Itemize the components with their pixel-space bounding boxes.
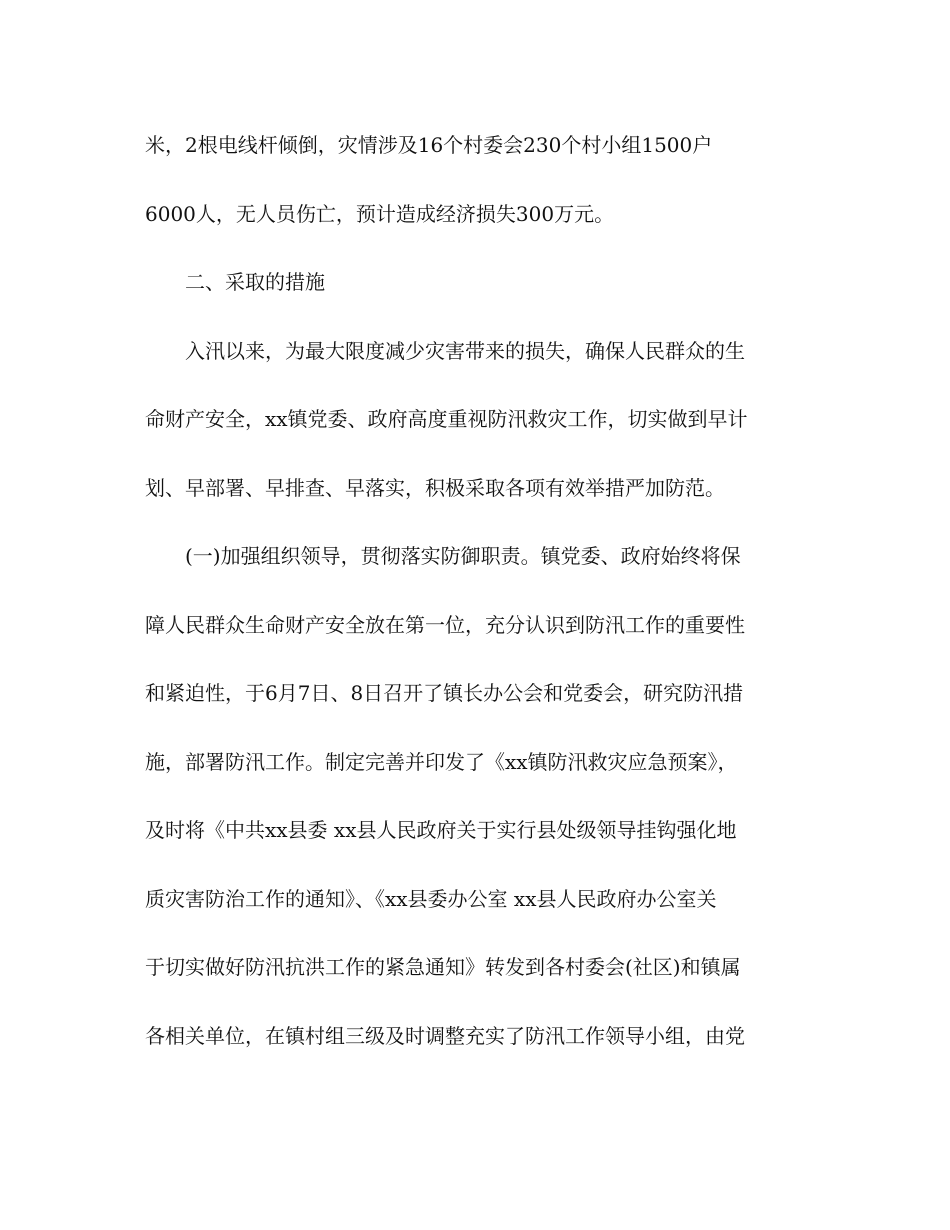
text-line: 施，部署防汛工作。制定完善并印发了《xx镇防汛救灾应急预案》， bbox=[145, 749, 738, 774]
section-heading: 二、采取的措施 bbox=[185, 270, 325, 294]
text-line: 米，2根电线杆倾倒，灾情涉及16个村委会230个村小组1500户 bbox=[145, 133, 713, 157]
text-line: 障人民群众生命财产安全放在第一位，充分认识到防汛工作的重要性 bbox=[145, 612, 745, 637]
text-line: 命财产安全，xx镇党委、政府高度重视防汛救灾工作，切实做到早计 bbox=[145, 407, 748, 431]
paragraph-first-line: 入汛以来，为最大限度减少灾害带来的损失，确保人民群众的生 bbox=[185, 338, 745, 363]
document-body bbox=[145, 128, 805, 1053]
text-line: 和紧迫性，于6月7日、8日召开了镇长办公会和党委会，研究防汛措 bbox=[145, 681, 744, 705]
text-line: 各相关单位，在镇村组三级及时调整充实了防汛工作领导小组，由党 bbox=[145, 1023, 745, 1048]
paragraph-first-line: (一)加强组织领导，贯彻落实防御职责。镇党委、政府始终将保 bbox=[185, 544, 741, 568]
text-line: 6000人，无人员伤亡，预计造成经济损失300万元。 bbox=[145, 201, 615, 226]
text-line: 划、早部署、早排查、早落实，积极采取各项有效举措严加防范。 bbox=[145, 475, 725, 500]
text-line: 及时将《中共xx县委 xx县人民政府关于实行县处级领导挂钩强化地 bbox=[145, 818, 737, 842]
text-line: 质灾害防治工作的通知》、《xx县委办公室 xx县人民政府办公室关 bbox=[145, 886, 717, 911]
text-line: 于切实做好防汛抗洪工作的紧急通知》转发到各村委会(社区)和镇属 bbox=[145, 955, 741, 979]
